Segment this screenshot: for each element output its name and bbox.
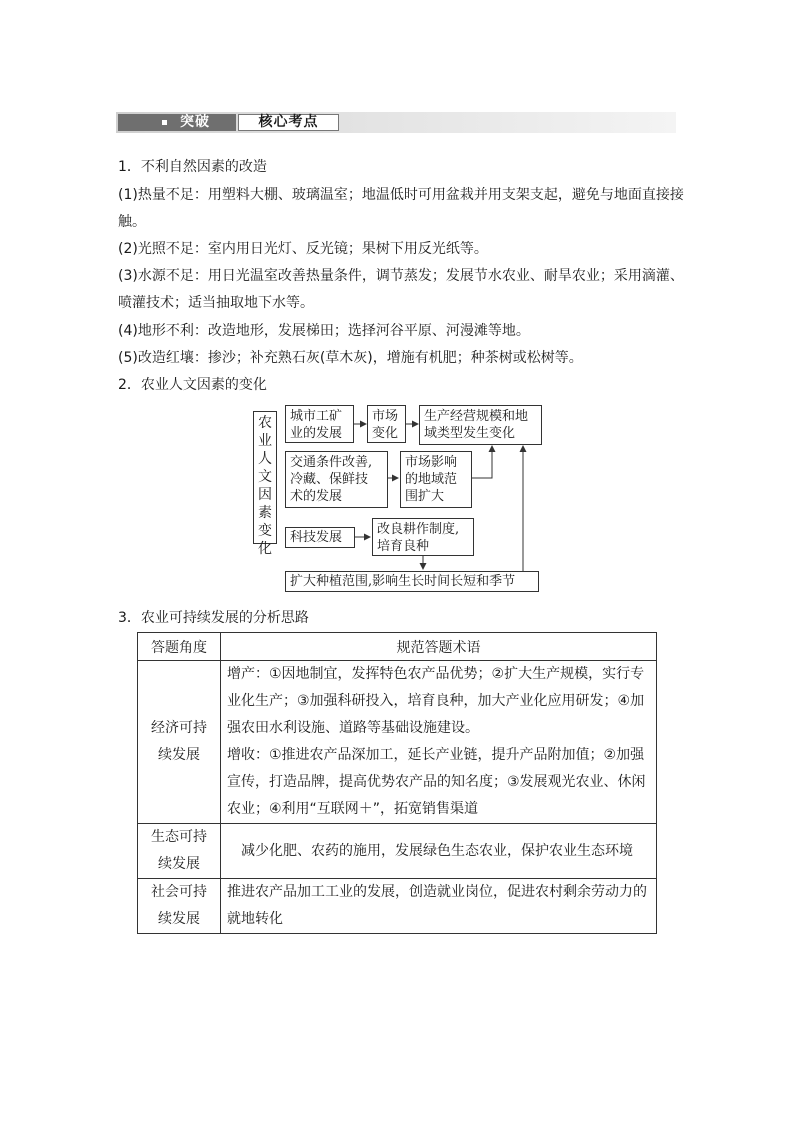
- section-tag-core-points: 核心考点: [238, 114, 339, 131]
- flow-node-transport: 交通条件改善, 冷藏、保鲜技 术的发展: [285, 451, 388, 508]
- flow-node-result: 生产经营规模和地 域类型发生变化: [419, 405, 542, 445]
- flow-node-expand: 扩大种植范围,影响生长时间长短和季节: [285, 571, 539, 592]
- table-row: [138, 879, 657, 934]
- section3-title: 3．农业可持续发展的分析思路: [118, 610, 309, 626]
- table-header-angle: 答题角度: [138, 633, 221, 661]
- flow-root-node: 农业人文因素变化: [253, 411, 277, 544]
- section1-item: (3)水源不足：用日光温室改善热量条件，调节蒸发；发展节水农业、耐旱农业；采用滴灌、: [118, 268, 684, 284]
- section1-item: 触。: [118, 214, 146, 230]
- flow-node-market: 市场 变化: [367, 405, 406, 443]
- table-row: [138, 824, 657, 879]
- row-angle: 社会可持 续发展: [138, 879, 221, 934]
- tag-dark-label: 突破: [180, 114, 210, 130]
- section1-item: 喷灌技术；适当抽取地下水等。: [118, 295, 314, 311]
- flow-node-improve: 改良耕作制度, 培育良种: [372, 518, 474, 556]
- sustainability-table: [137, 632, 657, 934]
- section1-item: (4)地形不利：改造地形，发展梯田；选择河谷平原、河漫滩等地。: [118, 323, 530, 339]
- table-row: [138, 661, 657, 824]
- section1-item: (2)光照不足：室内用日光灯、反光镜；果树下用反光纸等。: [118, 241, 488, 257]
- table-header-terms: 规范答题术语: [221, 633, 657, 661]
- row-terms: 推进农产品加工工业的发展，创造就业岗位，促进农村剩余劳动力的 就地转化: [221, 879, 657, 934]
- section1-item: (1)热量不足：用塑料大棚、玻璃温室；地温低时可用盆栽并用支架支起，避免与地面直接接: [118, 187, 684, 203]
- row-angle: 生态可持 续发展: [138, 824, 221, 879]
- section2-title: 2．农业人文因素的变化: [118, 377, 267, 393]
- row-angle: 经济可持 续发展: [138, 661, 221, 824]
- row-terms: 减少化肥、农药的施用，发展绿色生态农业，保护农业生态环境: [221, 824, 657, 879]
- flow-node-market-range: 市场影响 的地域范 围扩大: [400, 451, 472, 508]
- flow-node-tech: 科技发展: [285, 527, 355, 548]
- section1-title: 1．不利自然因素的改造: [118, 159, 267, 175]
- table-header-row: [138, 633, 657, 661]
- row-terms: 增产：①因地制宜，发挥特色农产品优势；②扩大生产规模，实行专 业化生产；③加强科研投入，培育良种，加大产业化应用研发；④加 强农田水利设施、道路等基础设施建设。 增收：①推进农产品深加工，延长产业链，提升产品附加值；②加强 宣传，打造品牌，提高优势农产品的知名度；③发展观光农业、休闲 农业；④利用“互联网＋”，拓宽销售渠道: [221, 661, 657, 824]
- flow-node-urban: 城市工矿 业的发展: [285, 405, 354, 443]
- section1-item: (5)改造红壤：掺沙；补充熟石灰(草木灰)，增施有机肥；种茶树或松树等。: [118, 350, 583, 366]
